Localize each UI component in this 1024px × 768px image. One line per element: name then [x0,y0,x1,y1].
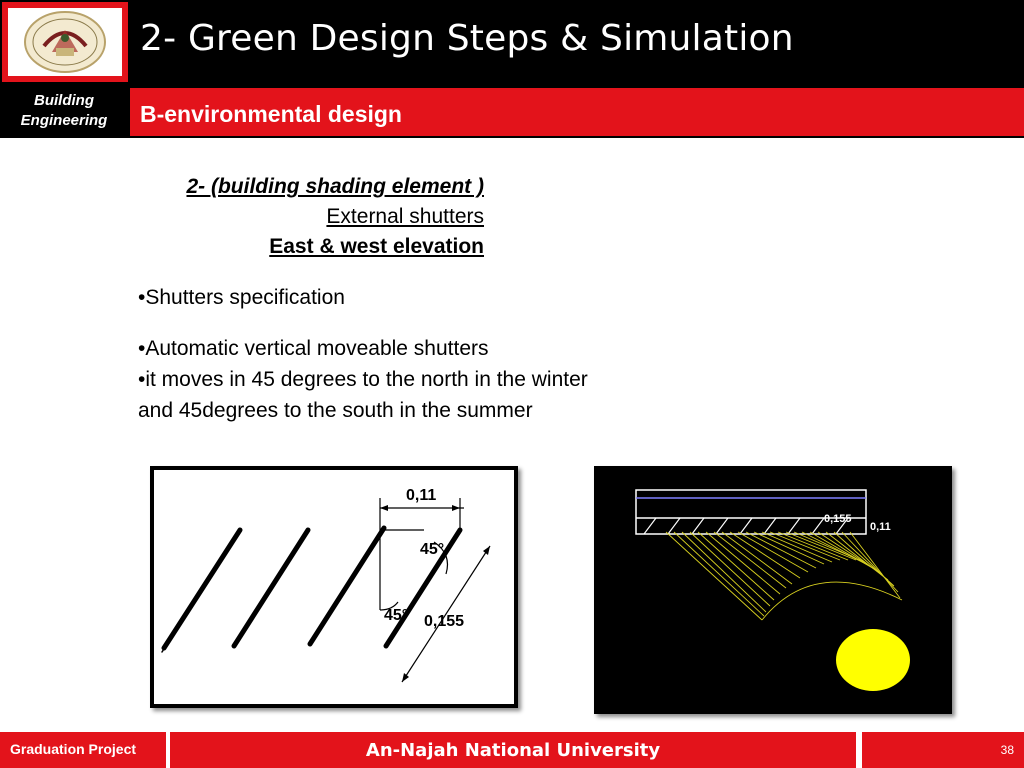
sun-shading-simulation [594,466,952,714]
logo-emblem-icon [8,8,122,76]
department-line-1: Building [34,92,94,109]
content-subheading-2: East & west elevation [269,235,484,258]
section-banner [130,88,1024,136]
angle-label: 45° [420,541,445,558]
header-bar [0,0,1024,86]
department-line-2: Engineering [20,112,108,129]
section-title: B-environmental design [140,101,402,127]
page-number: 38 [1000,743,1014,757]
dimension-label: 0,155 [824,513,852,525]
shutter-section-diagram [150,466,518,708]
shading-device-outline [636,490,866,534]
bullet-item: •it moves in 45 degrees to the north in the winter and 45degrees to the south in the summer [138,368,588,422]
footer-university: An-Najah National University [365,740,661,761]
dimension-label: 0,11 [406,487,437,504]
content-heading: 2- (building shading element ) [186,175,484,198]
bullet-list [138,282,628,426]
slide-title: 2- Green Design Steps & Simulation [140,18,794,59]
heading-block [186,172,484,262]
footer-center [170,732,856,768]
footer-project-label: Graduation Project [10,741,137,757]
dimension-label: 0,11 [870,521,891,533]
sun-ray-fan [666,532,902,620]
dimension-label: 0,155 [424,613,465,630]
bullet-item: •Automatic vertical moveable shutters [138,337,489,360]
footer-right [862,732,1024,768]
angle-label: 45° [384,607,409,624]
bullet-item: •Shutters specification [138,286,345,309]
sub-header-bar [0,86,1024,138]
university-logo [2,2,128,82]
shutter-blade [310,528,384,644]
shutter-blade [234,530,308,646]
department-label [0,86,128,138]
sun-icon [836,629,910,691]
content-subheading-1: External shutters [326,205,484,228]
footer-left [0,732,166,768]
